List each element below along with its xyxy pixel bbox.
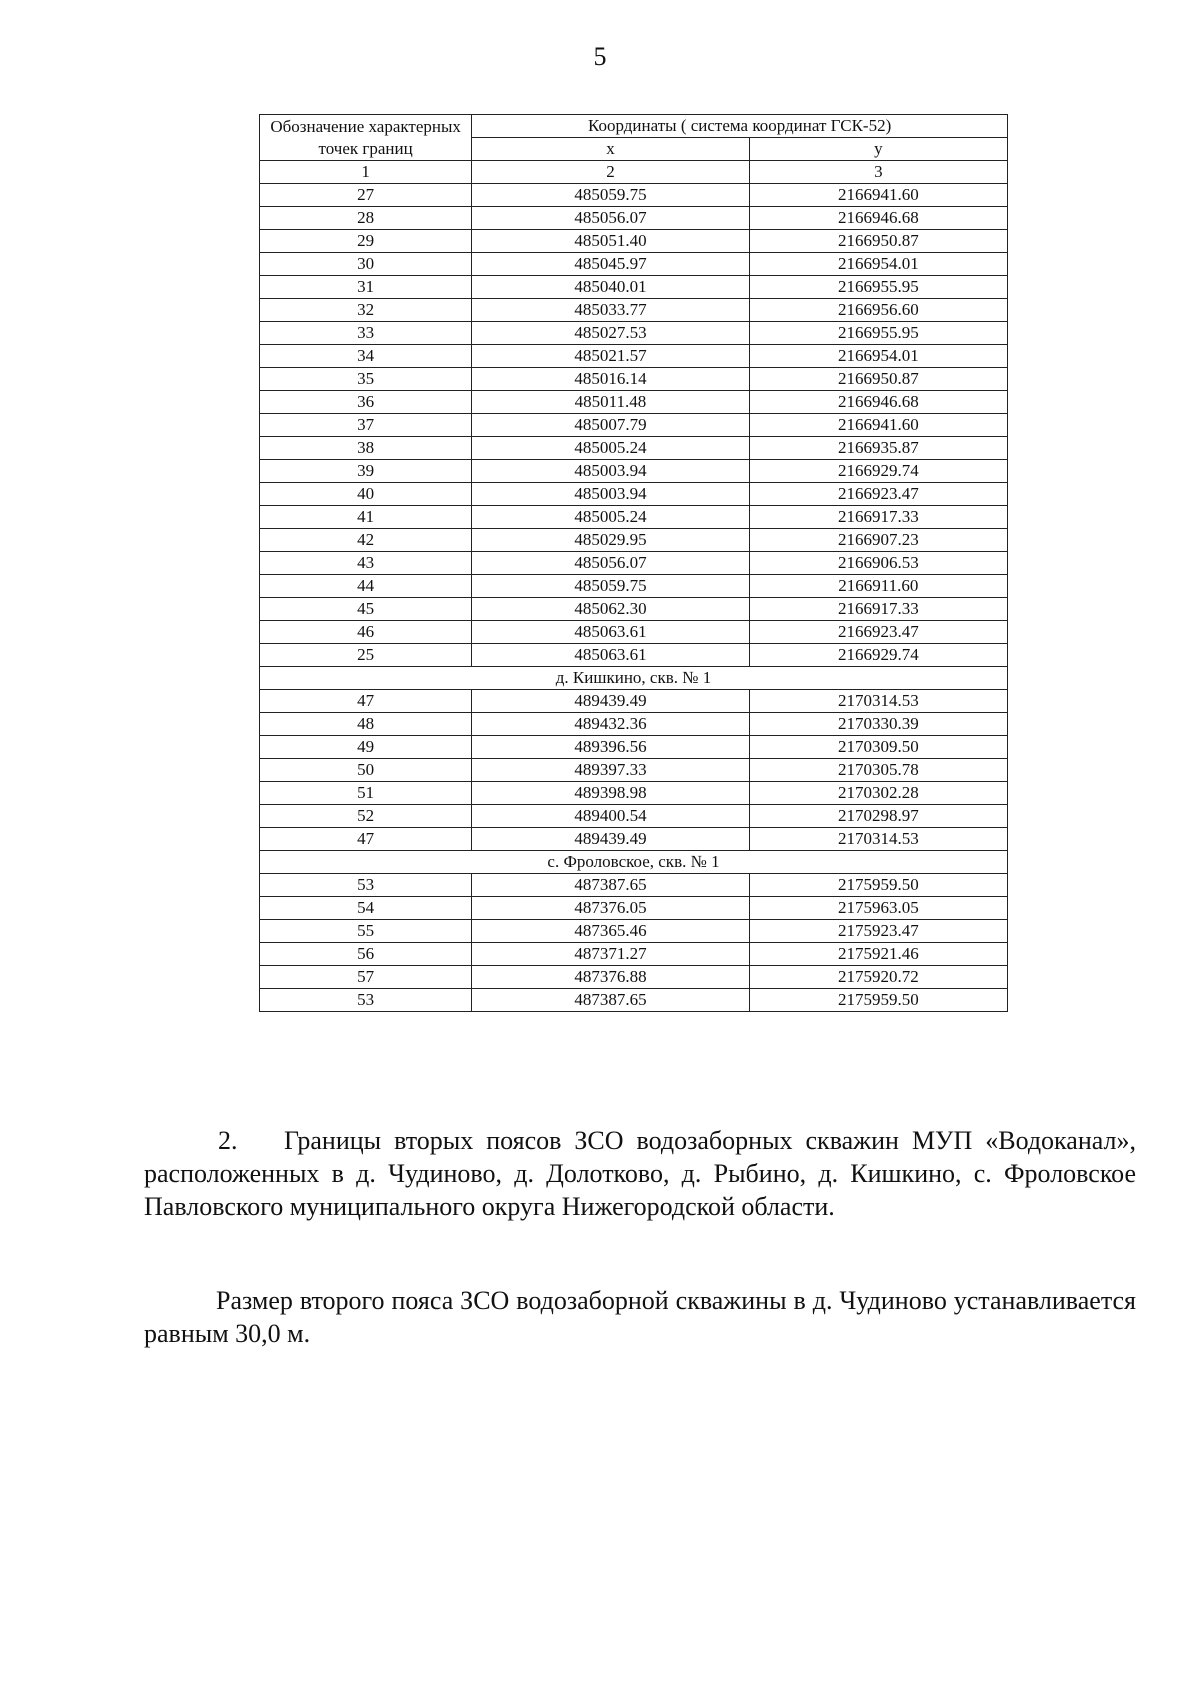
point-number: 36 <box>260 391 472 414</box>
point-number: 28 <box>260 207 472 230</box>
table-row <box>260 897 1008 920</box>
x-coordinate: 485011.48 <box>472 391 749 414</box>
y-coordinate: 2166923.47 <box>749 621 1007 644</box>
point-number: 46 <box>260 621 472 644</box>
point-number: 52 <box>260 805 472 828</box>
table-row <box>260 368 1008 391</box>
y-coordinate: 2166917.33 <box>749 598 1007 621</box>
x-coordinate: 487387.65 <box>472 874 749 897</box>
paragraph-text: Границы вторых поясов ЗСО водозаборных скважин МУП «Водоканал», расположенных в д. Чудиново, д. Долотково, д. Рыбино, д. Кишкино, с. Фроловское Павловского муниципального округа Нижегородской области. <box>144 1126 1136 1221</box>
table-row <box>260 322 1008 345</box>
point-number: 45 <box>260 598 472 621</box>
column-numbers-row <box>260 161 1008 184</box>
y-coordinate: 2170302.28 <box>749 782 1007 805</box>
y-coordinate: 2166929.74 <box>749 644 1007 667</box>
y-coordinate: 2175959.50 <box>749 874 1007 897</box>
point-number: 39 <box>260 460 472 483</box>
point-number: 50 <box>260 759 472 782</box>
x-coordinate: 489396.56 <box>472 736 749 759</box>
table-row <box>260 345 1008 368</box>
point-number: 57 <box>260 966 472 989</box>
point-number: 40 <box>260 483 472 506</box>
table-row <box>260 989 1008 1012</box>
point-number: 29 <box>260 230 472 253</box>
group-label: д. Кишкино, скв. № 1 <box>260 667 1008 690</box>
y-coordinate: 2170330.39 <box>749 713 1007 736</box>
point-number: 47 <box>260 828 472 851</box>
y-coordinate: 2166941.60 <box>749 184 1007 207</box>
x-coordinate: 485059.75 <box>472 184 749 207</box>
point-number: 35 <box>260 368 472 391</box>
table-row <box>260 966 1008 989</box>
table-row <box>260 874 1008 897</box>
table-row <box>260 230 1008 253</box>
x-coordinate: 485027.53 <box>472 322 749 345</box>
x-coordinate: 487365.46 <box>472 920 749 943</box>
table-row <box>260 782 1008 805</box>
y-coordinate: 2175959.50 <box>749 989 1007 1012</box>
point-number: 37 <box>260 414 472 437</box>
y-coordinate: 2175963.05 <box>749 897 1007 920</box>
table-row <box>260 644 1008 667</box>
x-coordinate: 487376.88 <box>472 966 749 989</box>
x-coordinate: 485063.61 <box>472 621 749 644</box>
point-number: 48 <box>260 713 472 736</box>
x-coordinate: 489439.49 <box>472 828 749 851</box>
table-row <box>260 805 1008 828</box>
x-coordinate: 485059.75 <box>472 575 749 598</box>
header-y: y <box>749 138 1007 161</box>
x-coordinate: 485021.57 <box>472 345 749 368</box>
header-x: x <box>472 138 749 161</box>
x-coordinate: 485051.40 <box>472 230 749 253</box>
x-coordinate: 485045.97 <box>472 253 749 276</box>
x-coordinate: 487376.05 <box>472 897 749 920</box>
column-number: 3 <box>749 161 1007 184</box>
y-coordinate: 2166935.87 <box>749 437 1007 460</box>
table-row <box>260 506 1008 529</box>
table-row <box>260 598 1008 621</box>
table-row <box>260 736 1008 759</box>
table-row <box>260 920 1008 943</box>
point-number: 38 <box>260 437 472 460</box>
column-number: 2 <box>472 161 749 184</box>
page-number: 5 <box>593 42 607 71</box>
x-coordinate: 489400.54 <box>472 805 749 828</box>
y-coordinate: 2166941.60 <box>749 414 1007 437</box>
x-coordinate: 485063.61 <box>472 644 749 667</box>
x-coordinate: 485005.24 <box>472 437 749 460</box>
point-number: 49 <box>260 736 472 759</box>
table-row <box>260 828 1008 851</box>
y-coordinate: 2166955.95 <box>749 322 1007 345</box>
x-coordinate: 485040.01 <box>472 276 749 299</box>
y-coordinate: 2170314.53 <box>749 828 1007 851</box>
point-number: 56 <box>260 943 472 966</box>
x-coordinate: 485007.79 <box>472 414 749 437</box>
y-coordinate: 2170314.53 <box>749 690 1007 713</box>
point-number: 51 <box>260 782 472 805</box>
x-coordinate: 485062.30 <box>472 598 749 621</box>
y-coordinate: 2170305.78 <box>749 759 1007 782</box>
table-row <box>260 184 1008 207</box>
table-row <box>260 483 1008 506</box>
table-row <box>260 414 1008 437</box>
point-number: 42 <box>260 529 472 552</box>
y-coordinate: 2166911.60 <box>749 575 1007 598</box>
point-number: 31 <box>260 276 472 299</box>
point-number: 43 <box>260 552 472 575</box>
y-coordinate: 2166950.87 <box>749 230 1007 253</box>
table-row <box>260 621 1008 644</box>
point-number: 53 <box>260 874 472 897</box>
y-coordinate: 2166950.87 <box>749 368 1007 391</box>
table-row <box>260 391 1008 414</box>
point-number: 30 <box>260 253 472 276</box>
y-coordinate: 2166946.68 <box>749 207 1007 230</box>
table-row <box>260 575 1008 598</box>
point-number: 34 <box>260 345 472 368</box>
point-number: 41 <box>260 506 472 529</box>
table-row <box>260 437 1008 460</box>
paragraph-text: Размер второго пояса ЗСО водозаборной скважины в д. Чудиново устанавливается равным 30,0 м. <box>144 1286 1136 1348</box>
x-coordinate: 485056.07 <box>472 207 749 230</box>
group-label: с. Фроловское, скв. № 1 <box>260 851 1008 874</box>
table-row <box>260 552 1008 575</box>
x-coordinate: 485033.77 <box>472 299 749 322</box>
y-coordinate: 2166955.95 <box>749 276 1007 299</box>
y-coordinate: 2175923.47 <box>749 920 1007 943</box>
group-row <box>260 667 1008 690</box>
point-number: 54 <box>260 897 472 920</box>
point-number: 27 <box>260 184 472 207</box>
table-row <box>260 943 1008 966</box>
y-coordinate: 2166946.68 <box>749 391 1007 414</box>
y-coordinate: 2166906.53 <box>749 552 1007 575</box>
table-row <box>260 460 1008 483</box>
y-coordinate: 2170298.97 <box>749 805 1007 828</box>
y-coordinate: 2175920.72 <box>749 966 1007 989</box>
x-coordinate: 489432.36 <box>472 713 749 736</box>
x-coordinate: 485016.14 <box>472 368 749 391</box>
table-body <box>260 184 1008 1012</box>
x-coordinate: 489398.98 <box>472 782 749 805</box>
point-number: 53 <box>260 989 472 1012</box>
x-coordinate: 487371.27 <box>472 943 749 966</box>
paragraph-2-boundaries <box>144 1124 1136 1223</box>
header-coordinates: Координаты ( система координат ГСК-52) <box>472 115 1008 138</box>
y-coordinate: 2166907.23 <box>749 529 1007 552</box>
table-row <box>260 299 1008 322</box>
x-coordinate: 485003.94 <box>472 483 749 506</box>
table-row <box>260 690 1008 713</box>
point-number: 25 <box>260 644 472 667</box>
table-row <box>260 276 1008 299</box>
y-coordinate: 2166923.47 <box>749 483 1007 506</box>
table-row <box>260 529 1008 552</box>
x-coordinate: 487387.65 <box>472 989 749 1012</box>
paragraph-zone-size <box>144 1284 1136 1350</box>
header-points: Обозначение характерных точек границ <box>260 115 472 161</box>
point-number: 32 <box>260 299 472 322</box>
y-coordinate: 2170309.50 <box>749 736 1007 759</box>
coordinates-table <box>259 114 1008 1012</box>
table-row <box>260 207 1008 230</box>
y-coordinate: 2166954.01 <box>749 253 1007 276</box>
point-number: 33 <box>260 322 472 345</box>
table-row <box>260 713 1008 736</box>
table-row <box>260 253 1008 276</box>
table-row <box>260 759 1008 782</box>
group-row <box>260 851 1008 874</box>
x-coordinate: 485056.07 <box>472 552 749 575</box>
x-coordinate: 485005.24 <box>472 506 749 529</box>
x-coordinate: 485003.94 <box>472 460 749 483</box>
y-coordinate: 2166917.33 <box>749 506 1007 529</box>
x-coordinate: 485029.95 <box>472 529 749 552</box>
y-coordinate: 2166956.60 <box>749 299 1007 322</box>
x-coordinate: 489397.33 <box>472 759 749 782</box>
y-coordinate: 2166954.01 <box>749 345 1007 368</box>
point-number: 55 <box>260 920 472 943</box>
paragraph-number: 2. <box>218 1126 238 1155</box>
point-number: 47 <box>260 690 472 713</box>
column-number: 1 <box>260 161 472 184</box>
y-coordinate: 2166929.74 <box>749 460 1007 483</box>
point-number: 44 <box>260 575 472 598</box>
x-coordinate: 489439.49 <box>472 690 749 713</box>
y-coordinate: 2175921.46 <box>749 943 1007 966</box>
